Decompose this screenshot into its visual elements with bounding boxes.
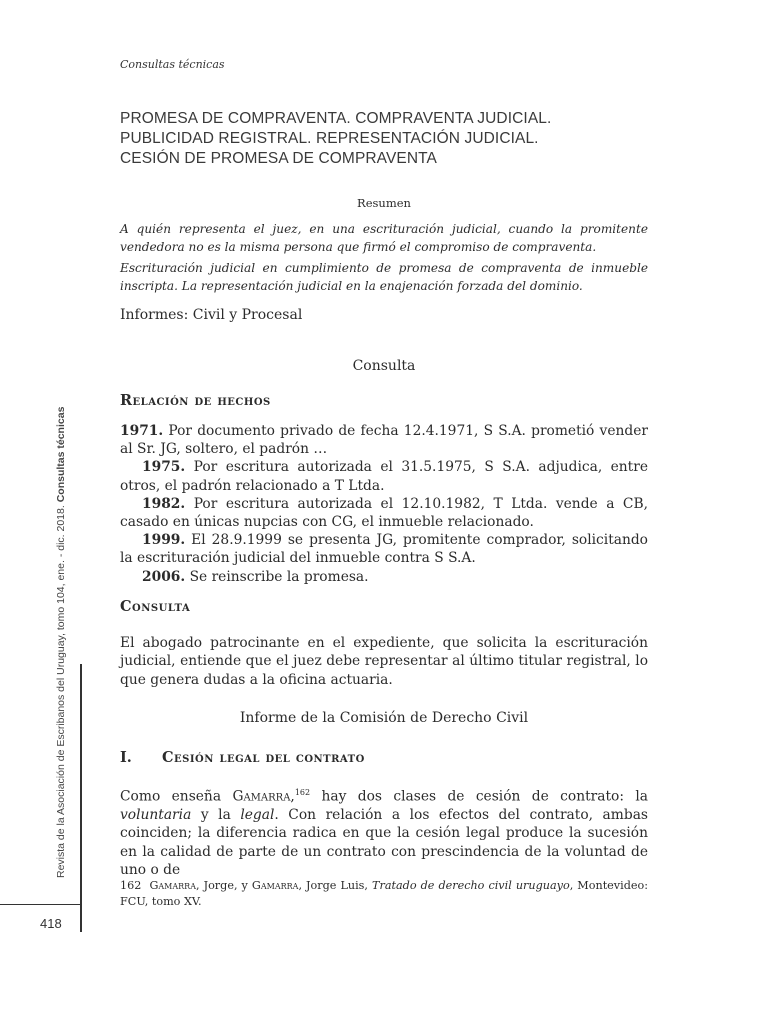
title-line-3: CESIÓN DE PROMESA DE COMPRAVENTA xyxy=(120,150,437,167)
fact-1999: 1999. El 28.9.1999 se presenta JG, promitente comprador, solicitando la escrituración judicial del inmueble contra S S.A. xyxy=(120,532,648,567)
section-number: I. xyxy=(120,749,132,766)
consulta-body: El abogado patrocinante en el expediente, que solicita la escrituración judicial, entiende que el juez debe representar al último titular registral, lo que genera dudas a la oficina actuaria. xyxy=(120,635,648,688)
article-title xyxy=(120,109,551,169)
informes-line: Informes: Civil y Procesal xyxy=(120,307,303,323)
consulta-subheading: Consulta xyxy=(120,598,191,615)
fact-1982: 1982. Por escritura autorizada el 12.10.1982, T Ltda. vende a CB, casado en únicas nupcias con CG, el inmueble relacionado. xyxy=(120,495,648,531)
page-number: 418 xyxy=(40,916,62,931)
fact-2006: 2006. Se reinscribe la promesa. xyxy=(142,568,369,585)
margin-horizontal-rule xyxy=(0,904,80,905)
abstract xyxy=(120,220,648,298)
informe-heading: Informe de la Comisión de Derecho Civil xyxy=(239,710,529,726)
running-head: Consultas técnicas xyxy=(120,58,225,71)
abstract-paragraph-2: Escrituración judicial en cumplimiento de promesa de compraventa de inmueble inscripta. La representación judicial en la enajenación forzada del dominio. xyxy=(120,261,648,293)
section-i-heading xyxy=(120,749,365,766)
consulta-heading: Consulta xyxy=(352,358,416,374)
journal-side-caption: Revista de la Asociación de Escribanos del Uruguay, tomo 104, ene. - dic. 2018. Consultas técnicas xyxy=(55,406,67,878)
section-title: Cesión legal del contrato xyxy=(162,749,365,766)
author-name: Gamarra xyxy=(232,788,291,805)
fact-1971: 1971. Por documento privado de fecha 12.4.1971, S S.A. prometió vender al Sr. JG, soltero, el padrón … xyxy=(120,423,648,458)
margin-vertical-rule xyxy=(80,664,82,932)
resumen-heading: Resumen xyxy=(357,196,411,210)
fact-1975: 1975. Por escritura autorizada el 31.5.1975, S S.A. adjudica, entre otros, el padrón relacionado a T Ltda. xyxy=(120,459,648,494)
footnote-ref[interactable]: 162 xyxy=(294,788,311,797)
relacion-heading: Relación de hechos xyxy=(120,392,271,409)
abstract-paragraph-1: A quién representa el juez, en una escrituración judicial, cuando la promitente vendedora no es la misma persona que firmó el compromiso de compraventa. xyxy=(120,222,648,254)
title-line-1: PROMESA DE COMPRAVENTA. COMPRAVENTA JUDICIAL. xyxy=(120,110,552,127)
facts-list xyxy=(120,422,648,586)
footnote-162: 162 Gamarra, Jorge, y Gamarra, Jorge Luis, Tratado de derecho civil uruguayo, Montevideo: FCU, tomo XV. xyxy=(120,879,648,908)
section-i-paragraph: Como enseña Gamarra,$^{162}$ hay dos clases de cesión de contrato: la voluntaria y la legal. Con relación a los efectos del contrato, ambas coinciden; la diferencia radica en que la cesión legal produce la sucesión en la calidad de parte de un contrato con prescindencia de la voluntad de uno o de xyxy=(120,788,648,879)
title-line-2: PUBLICIDAD REGISTRAL. REPRESENTACIÓN JUDICIAL. xyxy=(120,130,539,147)
